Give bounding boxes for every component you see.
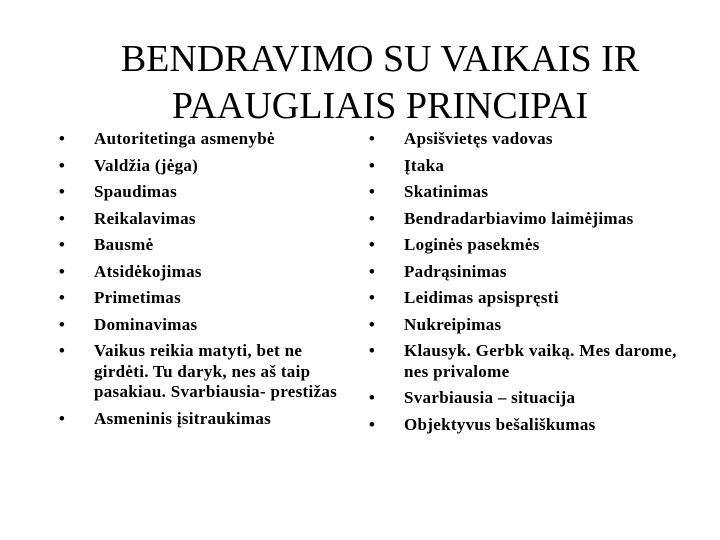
list-item: • Primetimas: [56, 285, 356, 312]
list-item: • Spaudimas: [56, 179, 356, 206]
list-item: • Bendradarbiavimo laimėjimas: [366, 206, 686, 233]
bullet-icon: •: [368, 414, 376, 434]
list-item: • Valdžia (jėga): [56, 153, 356, 180]
title-line-2: PAAUGLIAIS PRINCIPAI: [171, 85, 589, 127]
bullet-icon: •: [368, 155, 376, 175]
list-item: • Atsidėkojimas: [56, 259, 356, 286]
bullet-icon: •: [58, 155, 66, 175]
list-item: • Įtaka: [366, 153, 686, 180]
bullet-icon: •: [368, 288, 376, 307]
list-item: • Klausyk. Gerbk vaiką. Mes darome, nes privalome: [366, 338, 686, 385]
bullet-icon: •: [368, 129, 376, 148]
list-item: • Vaikus reikia matyti, bet ne girdėti. Tu daryk, nes aš taip pasakiau. Svarbiausia- prestižas: [56, 338, 356, 406]
list-item: • Autoritetinga asmenybė: [56, 126, 356, 153]
slide-title: [60, 36, 700, 130]
bullet-icon: •: [58, 288, 66, 307]
list-item: • Apsišvietęs vadovas: [366, 126, 686, 153]
list-item: • Nukreipimas: [366, 312, 686, 339]
list-item: • Leidimas apsispręsti: [366, 285, 686, 312]
bullet-icon: •: [368, 314, 376, 334]
bullet-icon: •: [58, 182, 66, 201]
bullet-icon: •: [368, 261, 376, 281]
bullet-icon: •: [368, 388, 376, 407]
bullet-icon: •: [58, 208, 66, 228]
list-item: • Dominavimas: [56, 312, 356, 339]
bullet-icon: •: [368, 341, 376, 360]
bullet-icon: •: [58, 408, 66, 428]
list-item: • Loginės pasekmės: [366, 232, 686, 259]
list-item: • Padrąsinimas: [366, 259, 686, 286]
left-bullet-list: [56, 126, 356, 432]
bullet-icon: •: [368, 208, 376, 228]
list-item: • Objektyvus bešališkumas: [366, 412, 686, 439]
list-item: • Reikalavimas: [56, 206, 356, 233]
bullet-icon: •: [368, 182, 376, 201]
bullet-icon: •: [58, 129, 66, 148]
bullet-icon: •: [58, 314, 66, 334]
list-item: • Skatinimas: [366, 179, 686, 206]
bullet-icon: •: [58, 341, 66, 360]
bullet-icon: •: [368, 235, 376, 254]
list-item: • Svarbiausia – situacija: [366, 385, 686, 412]
list-item: • Asmeninis įsitraukimas: [56, 406, 356, 433]
bullet-icon: •: [58, 235, 66, 254]
list-item: • Bausmė: [56, 232, 356, 259]
right-bullet-list: [366, 126, 686, 438]
bullet-icon: •: [58, 261, 66, 281]
title-line-1: BENDRAVIMO SU VAIKAIS IR: [120, 38, 640, 80]
